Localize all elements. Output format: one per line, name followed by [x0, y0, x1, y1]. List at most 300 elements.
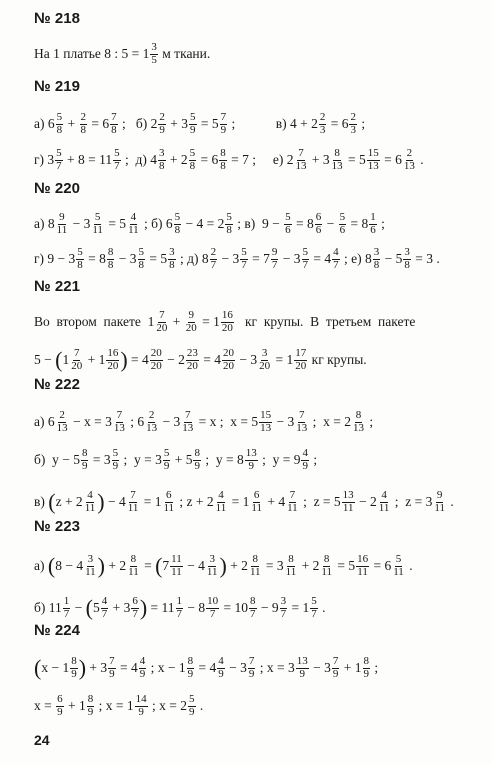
- numerator: 7: [220, 111, 227, 123]
- text-segment: − 3: [159, 414, 181, 430]
- text-segment: z + 2: [55, 494, 83, 510]
- numerator: 5: [77, 246, 83, 258]
- text-segment: .: [446, 494, 454, 510]
- fraction: [339, 212, 347, 236]
- denominator: 9: [81, 459, 88, 472]
- numerator: 3: [87, 553, 94, 565]
- numerator: 6: [132, 595, 138, 607]
- fraction: [106, 348, 119, 372]
- denominator: 7: [114, 159, 120, 172]
- fraction: [155, 310, 168, 334]
- numerator: 4: [381, 489, 387, 501]
- denominator: 7: [280, 607, 287, 620]
- denominator: 20: [185, 321, 197, 334]
- denominator: 9: [190, 123, 196, 136]
- denominator: 11: [163, 501, 175, 514]
- text-segment: ; y = 9: [258, 452, 301, 468]
- fraction: [145, 410, 158, 434]
- numerator: 14: [135, 693, 147, 705]
- numerator: 5: [163, 447, 170, 459]
- fraction: [301, 448, 309, 472]
- text-segment: ;: [371, 660, 379, 676]
- text-segment: ; б) 2: [118, 116, 158, 132]
- numerator: 7: [159, 309, 165, 321]
- fraction: [249, 554, 262, 578]
- text-segment: .: [318, 600, 326, 616]
- bracket: (: [47, 553, 56, 579]
- text-segment: кг крупы.: [308, 352, 367, 368]
- text-segment: ; д) 4: [121, 152, 158, 168]
- fraction: [248, 656, 256, 680]
- denominator: 9: [248, 459, 254, 472]
- numerator: 8: [87, 693, 94, 705]
- denominator: 3: [319, 123, 326, 136]
- text-segment: ; x = 2: [309, 414, 351, 430]
- numerator: 16: [221, 309, 233, 321]
- numerator: 8: [355, 409, 362, 421]
- fraction: [373, 247, 381, 271]
- text-segment: кг крупы. В третьем пакете: [234, 314, 416, 330]
- numerator: 7: [111, 111, 117, 123]
- fraction: [185, 310, 198, 334]
- numerator: 7: [109, 655, 115, 667]
- fraction: [280, 596, 288, 620]
- denominator: 20: [221, 321, 233, 334]
- text-segment: ; б) 6: [140, 216, 173, 232]
- fraction: [135, 694, 148, 718]
- fraction: [225, 212, 233, 236]
- fraction: [285, 554, 298, 578]
- text-segment: = 4: [116, 660, 138, 676]
- text-segment: ; z + 2: [176, 494, 214, 510]
- text-segment: ;: [377, 216, 385, 232]
- text-segment: x − 1: [41, 660, 70, 676]
- fraction: [403, 148, 416, 172]
- text-segment: г) 3: [34, 152, 55, 168]
- denominator: 9: [332, 667, 339, 680]
- text-segment: + 2: [226, 558, 248, 574]
- text-segment: м ткани.: [158, 46, 211, 62]
- denominator: 9: [112, 459, 119, 472]
- denominator: 11: [249, 565, 261, 578]
- fraction: [56, 694, 64, 718]
- text-segment: = 1: [198, 314, 220, 330]
- text-segment: =: [140, 558, 156, 574]
- fraction: [349, 112, 357, 136]
- fraction: [403, 247, 411, 271]
- denominator: 11: [434, 501, 445, 514]
- fraction: [332, 247, 340, 271]
- text-segment: = 6: [197, 152, 219, 168]
- denominator: 9: [139, 667, 146, 680]
- numerator: 7: [332, 655, 339, 667]
- problem-222-line-1: [34, 410, 373, 434]
- problem-218-text: [34, 42, 210, 66]
- denominator: 7: [209, 607, 216, 620]
- numerator: 8: [288, 553, 294, 565]
- numerator: 10: [207, 595, 219, 607]
- denominator: 9: [109, 667, 115, 680]
- denominator: 6: [339, 223, 346, 236]
- text-segment: = 4: [310, 251, 332, 267]
- text-segment: = 4: [127, 352, 149, 368]
- text-segment: − 3: [279, 251, 301, 267]
- text-segment: + 4: [263, 494, 286, 510]
- denominator: 5: [151, 53, 157, 66]
- text-segment: + 1: [84, 352, 106, 368]
- denominator: 9: [220, 123, 227, 136]
- problem-221-line-1: [34, 310, 415, 334]
- fraction: [158, 148, 166, 172]
- fraction: [342, 490, 355, 514]
- text-segment: = 1: [272, 352, 294, 368]
- text-segment: = 1: [228, 494, 250, 510]
- numerator: 5: [138, 246, 145, 258]
- text-segment: = 7 ; е) 2: [227, 152, 294, 168]
- numerator: 5: [302, 246, 309, 258]
- numerator: 5: [114, 147, 120, 159]
- text-segment: = 5: [344, 152, 366, 168]
- denominator: 13: [113, 421, 125, 434]
- fraction: [295, 410, 308, 434]
- denominator: 7: [241, 258, 247, 271]
- text-segment: + 2: [298, 558, 320, 574]
- fraction: [250, 490, 263, 514]
- text-segment: − 4: [104, 494, 126, 510]
- fraction: [296, 656, 309, 680]
- numerator: 3: [261, 347, 268, 359]
- fraction: [112, 448, 120, 472]
- fraction: [310, 596, 318, 620]
- fraction: [163, 448, 171, 472]
- problem-220-line-1: [34, 212, 385, 236]
- text-segment: −: [71, 600, 86, 616]
- denominator: 11: [92, 223, 103, 236]
- fraction: [108, 656, 116, 680]
- denominator: 11: [342, 501, 354, 514]
- fraction: [188, 694, 196, 718]
- numerator: 5: [174, 211, 181, 223]
- text-segment: + 3: [86, 660, 108, 676]
- denominator: 13: [295, 159, 307, 172]
- text-segment: = 4: [199, 352, 222, 368]
- text-segment: = 11: [147, 600, 175, 616]
- denominator: 11: [287, 501, 298, 514]
- fraction: [392, 554, 405, 578]
- denominator: 9: [87, 705, 94, 718]
- fraction: [110, 112, 118, 136]
- numerator: 5: [241, 246, 247, 258]
- fraction: [87, 694, 95, 718]
- numerator: 4: [101, 595, 108, 607]
- denominator: 11: [171, 565, 182, 578]
- text-segment: = 3 .: [411, 251, 440, 267]
- text-segment: − 2: [163, 352, 185, 368]
- fraction: [127, 554, 140, 578]
- text-segment: = 6: [88, 116, 110, 132]
- text-segment: − 9: [257, 600, 279, 616]
- fraction: [139, 656, 147, 680]
- fraction: [70, 656, 78, 680]
- fraction: [150, 348, 163, 372]
- text-segment: − 3: [225, 660, 247, 676]
- text-segment: ; x = 2: [148, 698, 187, 714]
- denominator: 8: [226, 223, 232, 236]
- numerator: 3: [404, 246, 410, 258]
- text-segment: = 4: [195, 660, 217, 676]
- numerator: 8: [334, 147, 340, 159]
- text-segment: + 3: [166, 116, 188, 132]
- numerator: 5: [189, 693, 195, 705]
- denominator: 13: [296, 421, 308, 434]
- text-segment: = 8: [84, 251, 106, 267]
- denominator: 13: [260, 421, 272, 434]
- denominator: 9: [194, 459, 200, 472]
- denominator: 8: [159, 159, 165, 172]
- text-segment: в): [34, 494, 49, 510]
- numerator: 3: [159, 147, 165, 159]
- fraction: [84, 490, 97, 514]
- fraction: [170, 554, 183, 578]
- numerator: 11: [171, 553, 182, 565]
- text-segment: − 3: [273, 414, 295, 430]
- text-segment: = 7: [248, 251, 270, 267]
- denominator: 9: [248, 667, 255, 680]
- numerator: 5: [190, 111, 196, 123]
- text-segment: ; x = 1: [95, 698, 134, 714]
- fraction: [193, 448, 201, 472]
- problem-220-line-2: [34, 247, 440, 271]
- numerator: 8: [71, 655, 77, 667]
- denominator: 7: [250, 607, 256, 620]
- denominator: 11: [251, 501, 262, 514]
- denominator: 6: [315, 223, 322, 236]
- fraction: [331, 148, 344, 172]
- numerator: 4: [130, 211, 137, 223]
- fraction: [220, 112, 228, 136]
- fraction: [174, 212, 182, 236]
- text-segment: − 4 = 2: [182, 216, 225, 232]
- denominator: 7: [63, 607, 70, 620]
- denominator: 8: [220, 159, 226, 172]
- problem-222-line-3: [34, 490, 454, 514]
- fraction: [215, 490, 228, 514]
- denominator: 7: [302, 258, 309, 271]
- problem-223-heading: № 223: [34, 518, 80, 535]
- fraction: [158, 112, 166, 136]
- numerator: 1: [176, 595, 183, 607]
- text-segment: ; x − 1: [147, 660, 186, 676]
- text-segment: .: [405, 558, 413, 574]
- denominator: 9: [363, 667, 370, 680]
- text-segment: .: [196, 698, 204, 714]
- fraction: [189, 148, 197, 172]
- numerator: 13: [245, 447, 257, 459]
- fraction: [84, 554, 97, 578]
- text-segment: ; в) 4 + 2: [228, 116, 318, 132]
- numerator: 5: [285, 211, 291, 223]
- numerator: 7: [298, 147, 304, 159]
- problem-221-line-2: [34, 348, 367, 372]
- denominator: 8: [80, 123, 86, 136]
- text-segment: + 3: [308, 152, 330, 168]
- fraction: [150, 42, 158, 66]
- denominator: 8: [373, 258, 380, 271]
- text-segment: − 3: [218, 251, 240, 267]
- denominator: 9: [189, 705, 195, 718]
- bracket: ): [139, 595, 148, 621]
- denominator: 3: [350, 123, 356, 136]
- text-segment: = 3: [89, 452, 111, 468]
- numerator: 20: [223, 347, 235, 359]
- fraction: [302, 247, 310, 271]
- fraction: [319, 112, 327, 136]
- text-segment: 1: [62, 352, 70, 368]
- denominator: 13: [367, 159, 379, 172]
- problem-221-heading: № 221: [34, 278, 80, 295]
- fraction: [284, 212, 292, 236]
- denominator: 13: [56, 421, 68, 434]
- text-segment: Во втором пакете 1: [34, 314, 155, 330]
- bracket: (: [55, 347, 63, 373]
- fraction: [81, 448, 89, 472]
- text-segment: = 3: [262, 558, 284, 574]
- text-segment: ; y = 3: [120, 452, 162, 468]
- denominator: 9: [218, 667, 224, 680]
- text-segment: = 5: [146, 251, 168, 267]
- problem-222-line-2: [34, 448, 317, 472]
- text-segment: = 5: [197, 116, 219, 132]
- fraction: [294, 348, 307, 372]
- text-segment: + 1: [64, 698, 86, 714]
- fraction: [76, 247, 84, 271]
- fraction: [91, 212, 104, 236]
- bracket: (: [34, 655, 42, 681]
- denominator: 11: [56, 223, 68, 236]
- fraction: [162, 490, 175, 514]
- numerator: 8: [107, 246, 114, 258]
- numerator: 4: [333, 246, 339, 258]
- numerator: 7: [130, 489, 136, 501]
- text-segment: ; в) 9 −: [233, 216, 284, 232]
- numerator: 6: [253, 489, 260, 501]
- denominator: 20: [223, 359, 235, 372]
- numerator: 17: [295, 347, 307, 359]
- fraction: [320, 554, 333, 578]
- text-segment: − 3: [236, 352, 258, 368]
- numerator: 3: [280, 595, 287, 607]
- denominator: 11: [321, 565, 332, 578]
- text-segment: ; е) 8: [340, 251, 372, 267]
- denominator: 13: [331, 159, 343, 172]
- fraction: [127, 212, 140, 236]
- text-segment: = 5: [104, 216, 127, 232]
- numerator: 13: [342, 489, 354, 501]
- fraction: [206, 596, 219, 620]
- denominator: 9: [71, 667, 77, 680]
- fraction: [271, 247, 279, 271]
- fraction: [258, 348, 271, 372]
- denominator: 11: [378, 501, 390, 514]
- text-segment: г) 9 − 3: [34, 251, 76, 267]
- denominator: 20: [150, 359, 162, 372]
- text-segment: ;: [357, 116, 366, 132]
- denominator: 7: [176, 607, 183, 620]
- numerator: 2: [406, 147, 413, 159]
- text-segment: = x ; x = 5: [195, 414, 259, 430]
- text-segment: а) 6: [34, 414, 55, 430]
- numerator: 8: [220, 147, 226, 159]
- numerator: 2: [319, 111, 326, 123]
- text-segment: − 2: [355, 494, 377, 510]
- text-segment: ;: [309, 452, 318, 468]
- bracket: (: [48, 489, 56, 515]
- numerator: 5: [56, 111, 63, 123]
- numerator: 5: [339, 211, 346, 223]
- denominator: 6: [370, 223, 376, 236]
- denominator: 7: [333, 258, 339, 271]
- denominator: 7: [132, 607, 138, 620]
- numerator: 8: [194, 447, 200, 459]
- text-segment: + 3: [109, 600, 131, 616]
- numerator: 2: [59, 409, 65, 421]
- denominator: 20: [186, 359, 198, 372]
- fraction: [131, 596, 139, 620]
- numerator: 1: [63, 595, 70, 607]
- problem-219-heading: № 219: [34, 78, 80, 95]
- text-segment: = 1: [140, 494, 162, 510]
- numerator: 3: [169, 246, 175, 258]
- denominator: 11: [84, 501, 96, 514]
- numerator: 9: [436, 489, 443, 501]
- text-segment: + 2: [105, 558, 127, 574]
- bracket: ): [120, 347, 128, 373]
- text-segment: ; z = 3: [391, 494, 433, 510]
- fraction: [56, 212, 69, 236]
- text-segment: − 5: [381, 251, 403, 267]
- numerator: 5: [94, 211, 101, 223]
- denominator: 13: [146, 421, 158, 434]
- text-segment: + 5: [171, 452, 193, 468]
- text-segment: +: [169, 314, 184, 330]
- fraction: [56, 410, 69, 434]
- denominator: 13: [403, 159, 415, 172]
- text-segment: б) y − 5: [34, 452, 80, 468]
- fraction: [332, 656, 340, 680]
- denominator: 11: [206, 565, 218, 578]
- fraction: [206, 554, 219, 578]
- denominator: 11: [85, 565, 96, 578]
- text-segment: + 8 = 11: [63, 152, 113, 168]
- denominator: 11: [128, 565, 139, 578]
- text-segment: а) 6: [34, 116, 55, 132]
- numerator: 7: [185, 409, 191, 421]
- fraction: [168, 247, 176, 271]
- numerator: 5: [226, 211, 232, 223]
- fraction: [55, 148, 63, 172]
- problem-224-heading: № 224: [34, 622, 80, 639]
- fraction: [245, 448, 258, 472]
- fraction: [315, 212, 323, 236]
- numerator: 2: [148, 409, 155, 421]
- denominator: 11: [215, 501, 227, 514]
- text-segment: ; д) 8: [176, 251, 209, 267]
- fraction: [259, 410, 272, 434]
- numerator: 6: [166, 489, 172, 501]
- fraction: [221, 310, 234, 334]
- fraction: [249, 596, 257, 620]
- problem-220-heading: № 220: [34, 180, 80, 197]
